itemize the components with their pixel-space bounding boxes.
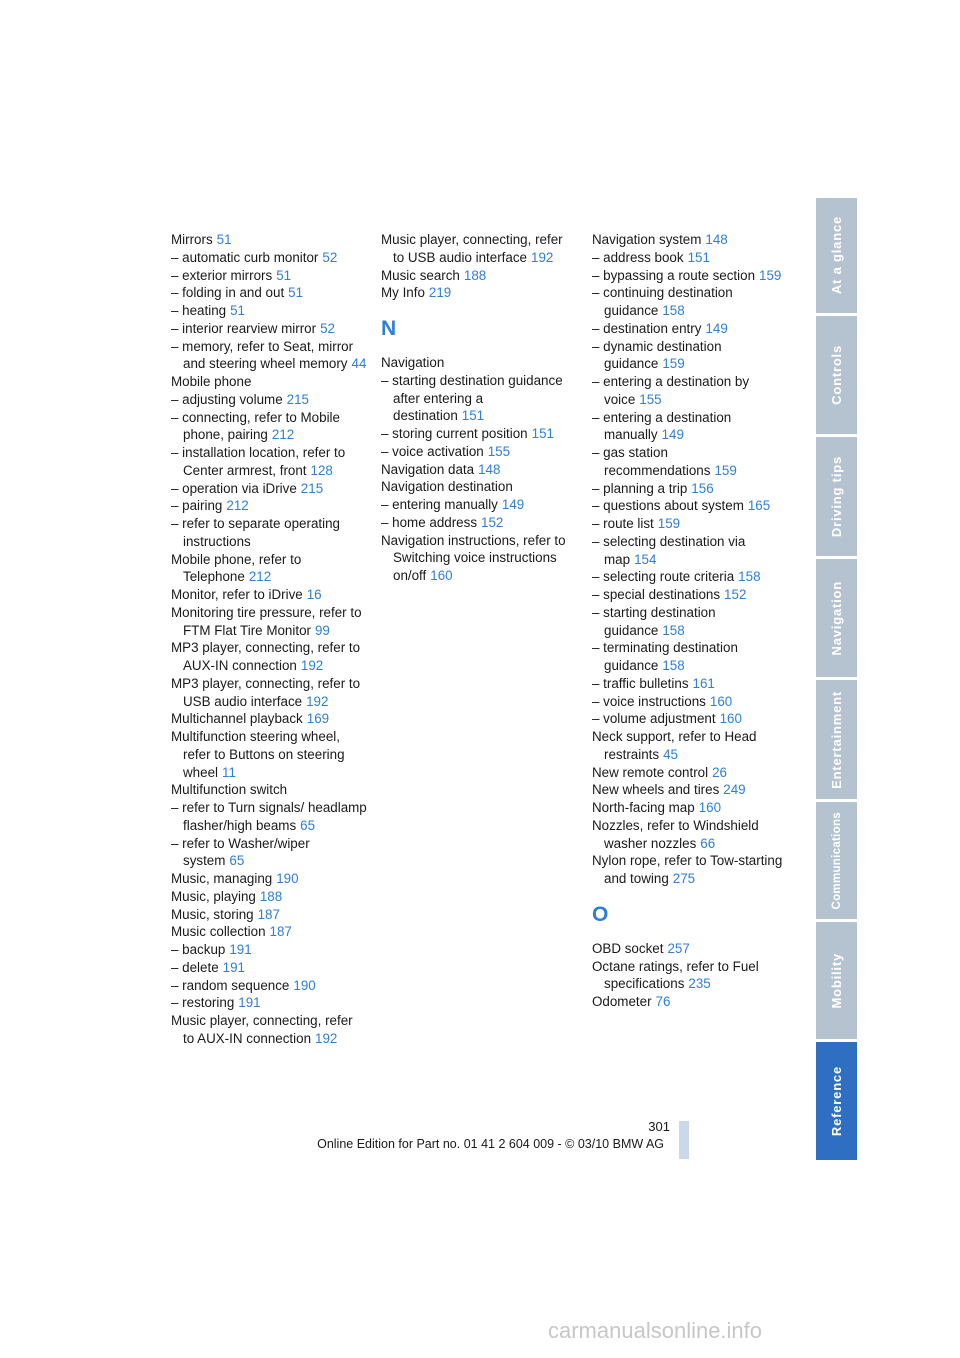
index-subentry xyxy=(171,320,367,338)
index-entry xyxy=(381,284,577,302)
page-link[interactable]: 249 xyxy=(723,782,746,798)
page-link[interactable]: 169 xyxy=(306,711,330,727)
index-subentry xyxy=(381,372,577,425)
index-entry-text: – pairing xyxy=(171,498,223,514)
page-link[interactable]: 151 xyxy=(687,249,710,265)
index-entry xyxy=(592,764,792,782)
page-link[interactable]: 52 xyxy=(322,249,338,265)
index-entry-text: Neck support, refer to Head restraints xyxy=(592,729,757,762)
page-link[interactable]: 158 xyxy=(662,622,685,638)
index-entry-text: Octane ratings, refer to Fuel specifications xyxy=(592,958,759,992)
index-entry xyxy=(381,267,577,285)
index-entry-text: Music search xyxy=(381,267,460,283)
page-link[interactable]: 45 xyxy=(663,746,678,762)
page-link[interactable]: 158 xyxy=(662,303,685,318)
index-subentry xyxy=(592,586,792,604)
page-link[interactable]: 275 xyxy=(672,871,696,886)
page-link[interactable]: 191 xyxy=(238,995,261,1011)
index-entry-text: Odometer xyxy=(592,994,652,1009)
page-link[interactable]: 148 xyxy=(478,461,501,477)
index-subentry xyxy=(171,799,367,835)
index-entry xyxy=(171,728,367,781)
page-link[interactable]: 151 xyxy=(531,426,554,441)
index-subentry xyxy=(171,994,367,1012)
tab-controls[interactable]: Controls xyxy=(816,316,857,434)
index-subentry xyxy=(592,409,792,445)
page-link[interactable]: 191 xyxy=(229,942,252,957)
index-entry-text: – special destinations xyxy=(592,587,721,602)
index-entry-text: – refer to Turn signals/ headlamp flasher/high beams xyxy=(171,800,367,833)
index-column-2 xyxy=(381,231,577,585)
index-subentry xyxy=(381,425,577,443)
index-entry-text: Music, managing xyxy=(171,871,273,886)
index-entry-text: – restoring xyxy=(171,995,235,1011)
index-entry-text: New wheels and tires xyxy=(592,782,720,798)
index-subentry xyxy=(171,444,367,480)
page-link[interactable]: 51 xyxy=(288,285,304,301)
watermark: carmanualsonline.info xyxy=(548,1318,763,1343)
index-subentry xyxy=(171,515,367,551)
index-entry xyxy=(171,675,367,711)
index-entry-text: – continuing destination guidance xyxy=(592,285,733,318)
page-link[interactable]: 212 xyxy=(226,498,249,514)
index-subentry xyxy=(171,480,367,498)
index-entry-text: Navigation instructions, refer to Switching voice instructions on/off xyxy=(381,532,566,583)
page-link[interactable]: 154 xyxy=(634,551,657,567)
index-entry-text: – storing current position xyxy=(381,426,528,441)
page-link[interactable]: 44 xyxy=(351,356,367,372)
page-link[interactable]: 155 xyxy=(639,391,662,407)
index-entry xyxy=(592,817,792,853)
index-subentry xyxy=(171,977,367,995)
index-entry-text: – gas station recommendations xyxy=(592,445,711,478)
page-link[interactable]: 191 xyxy=(222,959,245,975)
footer-edition: Online Edition for Part no. 01 41 2 604 009 - © 03/10 BMW AG xyxy=(317,1137,664,1151)
index-entry-text: – home address xyxy=(381,514,478,530)
index-entry-text: – dynamic destination guidance xyxy=(592,338,722,372)
index-entry-text: MP3 player, connecting, refer to USB audio interface xyxy=(171,675,361,709)
index-entry-text: Nylon rope, refer to Tow-starting and towing xyxy=(592,853,783,886)
index-entry-text: – address book xyxy=(592,249,684,265)
page-link[interactable]: 65 xyxy=(229,853,245,869)
index-entry-text: OBD socket xyxy=(592,940,664,956)
index-entry-text: – folding in and out xyxy=(171,285,285,301)
index-entry xyxy=(592,728,792,764)
index-subentry xyxy=(592,675,792,693)
page-link[interactable]: 76 xyxy=(655,994,671,1009)
page-link[interactable]: 149 xyxy=(661,427,684,443)
page-link[interactable]: 51 xyxy=(216,232,232,247)
index-entry-text: Music player, connecting, refer to AUX-IN connection xyxy=(171,1013,353,1046)
index-subentry xyxy=(171,835,367,871)
page-number: 301 xyxy=(648,1119,670,1134)
index-letter-heading: O xyxy=(592,902,609,926)
page-link[interactable]: 187 xyxy=(257,906,280,922)
page-link[interactable]: 160 xyxy=(719,711,742,727)
index-entry-text: – starting destination guidance after entering a destination xyxy=(381,372,563,424)
page-link[interactable]: 160 xyxy=(709,693,733,709)
index-entry-text: Multifunction steering wheel, refer to Buttons on steering wheel xyxy=(171,729,345,780)
index-entry-text: – volume adjustment xyxy=(592,711,716,727)
index-entry xyxy=(381,354,577,372)
index-subentry xyxy=(171,302,367,320)
index-subentry xyxy=(592,693,792,711)
index-entry xyxy=(592,852,792,888)
index-entry xyxy=(171,1012,367,1048)
index-subentry xyxy=(592,604,792,640)
index-entry-text: Multifunction switch xyxy=(171,782,288,798)
index-entry-text: Music, storing xyxy=(171,906,254,922)
page-link[interactable]: 99 xyxy=(314,622,330,638)
index-entry xyxy=(171,373,367,391)
page-link[interactable]: 190 xyxy=(276,871,299,886)
page-link[interactable]: 149 xyxy=(501,497,525,512)
index-entry xyxy=(171,231,367,249)
page-link[interactable]: 192 xyxy=(306,693,329,709)
tab-reference[interactable]: Reference xyxy=(816,1042,857,1160)
page-link[interactable]: 159 xyxy=(759,267,782,283)
index-entry-text: – entering manually xyxy=(381,497,498,512)
index-letter-heading: N xyxy=(381,317,397,340)
index-entry-text: Mobile phone xyxy=(171,374,252,389)
page-link[interactable]: 158 xyxy=(738,569,761,585)
index-entry-text: – terminating destination guidance xyxy=(592,640,738,673)
tab-at-a-glance[interactable]: At a glance xyxy=(816,198,857,313)
index-entry-text: – heating xyxy=(171,303,227,318)
page-link[interactable]: 190 xyxy=(293,977,316,993)
index-entry-text: Music, playing xyxy=(171,888,256,904)
tab-navigation[interactable]: Navigation xyxy=(816,559,857,677)
page-link[interactable]: 192 xyxy=(315,1030,338,1046)
index-entry-text: – route list xyxy=(592,516,654,531)
index-entry-text: – exterior mirrors xyxy=(171,267,273,283)
index-subentry xyxy=(171,497,367,515)
index-subentry xyxy=(592,710,792,728)
index-entry xyxy=(171,639,367,675)
page-link[interactable]: 159 xyxy=(714,462,737,478)
page-link[interactable]: 51 xyxy=(276,267,292,283)
page-link[interactable]: 215 xyxy=(286,391,309,407)
index-entry xyxy=(171,923,367,941)
index-entry-text: Mobile phone, refer to Telephone xyxy=(171,551,302,585)
page-link[interactable]: 192 xyxy=(300,658,324,673)
page-link[interactable]: 51 xyxy=(230,303,246,318)
index-subentry xyxy=(592,639,792,675)
index-subentry xyxy=(171,391,367,409)
index-entry-text: North-facing map xyxy=(592,800,695,815)
index-subentry xyxy=(171,267,367,285)
index-entry-text: – connecting, refer to Mobile phone, pairing xyxy=(171,409,340,443)
index-entry-text: Navigation system xyxy=(592,232,702,247)
page-link[interactable]: 212 xyxy=(271,427,295,443)
index-subentry xyxy=(381,514,577,532)
index-subentry xyxy=(171,409,367,445)
page-link[interactable]: 65 xyxy=(300,817,316,833)
index-entry-text: – memory, refer to Seat, mirror and steering wheel memory xyxy=(171,338,354,372)
index-entry-text: – starting destination guidance xyxy=(592,604,716,638)
index-entry-text: – destination entry xyxy=(592,320,702,336)
index-subentry xyxy=(592,284,792,320)
page-link[interactable]: 165 xyxy=(747,498,771,514)
index-entry-text: – traffic bulletins xyxy=(592,675,689,691)
index-entry xyxy=(171,604,367,640)
page-link[interactable]: 155 xyxy=(487,443,511,459)
index-entry-text: – operation via iDrive xyxy=(171,480,297,496)
index-entry-text: – questions about system xyxy=(592,498,744,514)
index-subentry xyxy=(592,568,792,586)
index-entry xyxy=(592,781,792,799)
page-link[interactable]: 11 xyxy=(222,764,236,780)
page-link[interactable]: 192 xyxy=(531,249,554,265)
page-link[interactable]: 160 xyxy=(698,800,722,815)
index-entry-text: – adjusting volume xyxy=(171,391,283,407)
index-entry-text: Navigation data xyxy=(381,461,475,477)
index-subentry xyxy=(171,284,367,302)
index-entry xyxy=(592,940,792,958)
index-entry-text: Monitoring tire pressure, refer to FTM Flat Tire Monitor xyxy=(171,604,362,638)
tab-mobility[interactable]: Mobility xyxy=(816,922,857,1039)
page-link[interactable]: 235 xyxy=(688,976,711,992)
page-link[interactable]: 212 xyxy=(248,569,272,585)
page-link[interactable]: 149 xyxy=(705,320,728,336)
index-subentry xyxy=(592,515,792,533)
page-link[interactable]: 219 xyxy=(428,285,452,301)
index-subentry xyxy=(171,249,367,267)
index-entry-text: Navigation destination xyxy=(381,479,513,495)
page-link[interactable]: 52 xyxy=(320,320,335,336)
index-subentry xyxy=(592,338,792,374)
index-entry-text: – bypassing a route section xyxy=(592,267,756,283)
footer-bar xyxy=(679,1121,689,1159)
index-subentry xyxy=(592,249,792,267)
index-entry-text: – selecting destination via map xyxy=(592,533,746,567)
index-entry xyxy=(381,532,577,585)
index-entry-text: Multichannel playback xyxy=(171,711,303,727)
index-subentry xyxy=(592,497,792,515)
index-entry-text: – automatic curb monitor xyxy=(171,249,319,265)
index-entry-text: – interior rearview mirror xyxy=(171,320,317,336)
index-entry-text: – entering a destination manually xyxy=(592,409,732,443)
page-link[interactable]: 159 xyxy=(657,516,681,531)
page-link[interactable]: 160 xyxy=(430,568,453,583)
index-entry-text: – installation location, refer to Center armrest, front xyxy=(171,445,346,478)
index-subentry xyxy=(592,533,792,569)
page-link[interactable]: 158 xyxy=(662,658,685,673)
page-link[interactable]: 152 xyxy=(481,514,504,530)
index-entry-text: New remote control xyxy=(592,764,709,780)
index-column-3 xyxy=(592,231,792,1011)
index-entry-text: – refer to Washer/wiper system xyxy=(171,835,310,869)
page-link[interactable]: 257 xyxy=(667,940,690,956)
index-entry xyxy=(592,799,792,817)
index-entry-text: – refer to separate operating instructions xyxy=(171,516,340,549)
page-link[interactable]: 161 xyxy=(692,675,715,691)
tab-driving-tips[interactable]: Driving tips xyxy=(816,437,857,556)
index-entry-text: – selecting route criteria xyxy=(592,569,735,585)
page-link[interactable]: 215 xyxy=(300,480,324,496)
index-entry xyxy=(171,888,367,906)
index-subentry xyxy=(171,941,367,959)
index-entry-text: – delete xyxy=(171,959,219,975)
index-entry-text: – entering a destination by voice xyxy=(592,374,750,407)
index-entry-text: Mirrors xyxy=(171,232,213,247)
page-link[interactable]: 188 xyxy=(259,888,283,904)
index-subentry xyxy=(171,338,367,374)
index-entry-text: Navigation xyxy=(381,355,445,370)
index-subentry xyxy=(592,320,792,338)
page-link[interactable]: 152 xyxy=(724,587,747,602)
index-entry xyxy=(171,781,367,799)
index-entry xyxy=(171,906,367,924)
index-entry xyxy=(381,478,577,496)
index-subentry xyxy=(381,496,577,514)
page-link[interactable]: 148 xyxy=(705,232,728,247)
index-entry xyxy=(171,870,367,888)
index-entry xyxy=(592,231,792,249)
index-subentry xyxy=(592,480,792,498)
page-link[interactable]: 128 xyxy=(310,462,333,478)
index-entry-text: – voice activation xyxy=(381,443,484,459)
index-entry-text: Music collection xyxy=(171,924,266,940)
index-subentry xyxy=(592,444,792,480)
index-entry-text: Nozzles, refer to Windshield washer nozzles xyxy=(592,817,759,851)
page-link[interactable]: 16 xyxy=(306,587,322,602)
index-column-1 xyxy=(171,231,367,1048)
page-link[interactable]: 188 xyxy=(463,267,487,283)
index-entry-text: – random sequence xyxy=(171,977,290,993)
page-link[interactable]: 159 xyxy=(662,356,685,372)
index-entry-text: – backup xyxy=(171,942,226,957)
index-subentry xyxy=(381,443,577,461)
page-link[interactable]: 156 xyxy=(691,480,714,496)
page-link[interactable]: 151 xyxy=(461,408,485,424)
page-link[interactable]: 66 xyxy=(700,835,716,851)
index-subentry xyxy=(592,267,792,285)
index-entry xyxy=(381,461,577,479)
index-entry xyxy=(592,958,792,994)
index-entry-text: – planning a trip xyxy=(592,480,688,496)
index-entry-text: MP3 player, connecting, refer to AUX-IN connection xyxy=(171,640,361,673)
tab-entertainment[interactable]: Entertainment xyxy=(816,680,857,799)
index-entry xyxy=(592,993,792,1011)
index-entry-text: – voice instructions xyxy=(592,693,706,709)
index-entry-text: Music player, connecting, refer to USB audio interface xyxy=(381,232,563,265)
index-entry-text: Monitor, refer to iDrive xyxy=(171,587,303,602)
index-entry xyxy=(171,710,367,728)
tab-communications[interactable]: Communications xyxy=(816,802,857,919)
index-subentry xyxy=(592,373,792,409)
page-link[interactable]: 26 xyxy=(712,764,728,780)
index-entry xyxy=(171,586,367,604)
index-subentry xyxy=(171,959,367,977)
index-entry xyxy=(381,231,577,267)
index-entry-text: My Info xyxy=(381,285,425,301)
page-link[interactable]: 187 xyxy=(269,924,292,940)
index-entry xyxy=(171,551,367,587)
